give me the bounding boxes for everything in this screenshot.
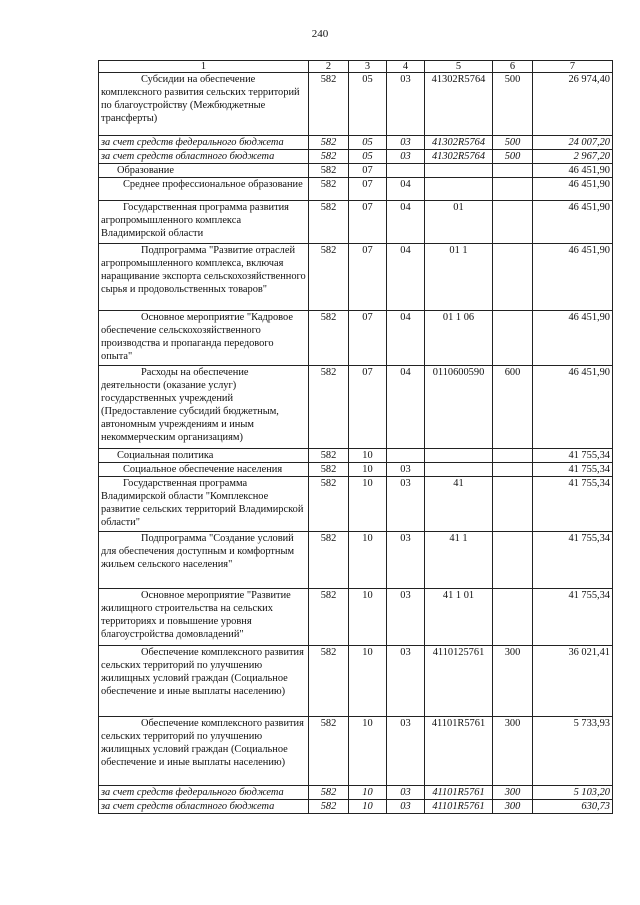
row-subsection-cell: 04 xyxy=(387,201,425,244)
row-amount-cell: 41 755,34 xyxy=(533,477,613,532)
row-target-code-cell: 41302R5764 xyxy=(425,136,493,150)
header-cell: 2 xyxy=(309,61,349,73)
row-amount-cell: 46 451,90 xyxy=(533,178,613,201)
row-subsection-cell: 04 xyxy=(387,311,425,366)
row-name-cell: Основное мероприятие "Развитие жилищного строительства на сельских территориях и повышение уровня благоустройства домовладений" xyxy=(99,589,309,646)
header-cell: 1 xyxy=(99,61,309,73)
row-expense-type-cell: 500 xyxy=(493,150,533,164)
row-name-cell: Государственная программа Владимирской области "Комплексное развитие сельских территорий Владимирской области" xyxy=(99,477,309,532)
table-row xyxy=(99,589,613,646)
table-row xyxy=(99,150,613,164)
row-expense-type-cell xyxy=(493,449,533,463)
row-section-cell: 05 xyxy=(349,136,387,150)
row-subsection-cell: 03 xyxy=(387,717,425,786)
row-name-cell: Субсидии на обеспечение комплексного развития сельских территорий по благоустройству (Межбюджетные трансферты) xyxy=(99,73,309,136)
row-section-cell: 10 xyxy=(349,589,387,646)
table-row xyxy=(99,477,613,532)
row-amount-cell: 5 733,93 xyxy=(533,717,613,786)
row-section-cell: 07 xyxy=(349,178,387,201)
row-name-cell: Государственная программа развития агропромышленного комплекса Владимирской области xyxy=(99,201,309,244)
row-target-code-cell: 4110125761 xyxy=(425,646,493,717)
row-expense-type-cell xyxy=(493,164,533,178)
row-admin-code-cell: 582 xyxy=(309,73,349,136)
row-amount-cell: 46 451,90 xyxy=(533,244,613,311)
row-target-code-cell xyxy=(425,463,493,477)
row-expense-type-cell: 300 xyxy=(493,717,533,786)
table-row xyxy=(99,646,613,717)
header-cell: 5 xyxy=(425,61,493,73)
row-subsection-cell: 03 xyxy=(387,73,425,136)
row-section-cell: 07 xyxy=(349,201,387,244)
row-target-code-cell: 41 xyxy=(425,477,493,532)
row-target-code-cell: 41101R5761 xyxy=(425,786,493,800)
row-name-cell: за счет средств федерального бюджета xyxy=(99,136,309,150)
table-row xyxy=(99,463,613,477)
row-amount-cell: 41 755,34 xyxy=(533,449,613,463)
row-target-code-cell: 01 1 06 xyxy=(425,311,493,366)
row-name-cell: Среднее профессиональное образование xyxy=(99,178,309,201)
row-subsection-cell: 03 xyxy=(387,477,425,532)
row-admin-code-cell: 582 xyxy=(309,532,349,589)
row-name-cell: Подпрограмма "Развитие отраслей агропромышленного комплекса, включая наращивание экспорта сельскохозяйственного сырья и продовольственных товаров" xyxy=(99,244,309,311)
row-section-cell: 10 xyxy=(349,532,387,589)
row-admin-code-cell: 582 xyxy=(309,800,349,814)
row-name-cell: Социальная политика xyxy=(99,449,309,463)
row-expense-type-cell: 300 xyxy=(493,786,533,800)
header-cell: 6 xyxy=(493,61,533,73)
row-expense-type-cell xyxy=(493,244,533,311)
row-subsection-cell: 03 xyxy=(387,532,425,589)
row-admin-code-cell: 582 xyxy=(309,366,349,449)
row-admin-code-cell: 582 xyxy=(309,150,349,164)
row-admin-code-cell: 582 xyxy=(309,244,349,311)
row-section-cell: 10 xyxy=(349,800,387,814)
row-section-cell: 05 xyxy=(349,150,387,164)
row-admin-code-cell: 582 xyxy=(309,646,349,717)
row-target-code-cell: 01 xyxy=(425,201,493,244)
page-number: 240 xyxy=(311,28,329,40)
row-section-cell: 05 xyxy=(349,73,387,136)
row-amount-cell: 46 451,90 xyxy=(533,164,613,178)
table-row xyxy=(99,73,613,136)
row-amount-cell: 24 007,20 xyxy=(533,136,613,150)
table-row xyxy=(99,366,613,449)
row-expense-type-cell: 600 xyxy=(493,366,533,449)
row-amount-cell: 5 103,20 xyxy=(533,786,613,800)
row-target-code-cell xyxy=(425,449,493,463)
row-name-cell: за счет средств федерального бюджета xyxy=(99,786,309,800)
table-row xyxy=(99,717,613,786)
row-subsection-cell: 03 xyxy=(387,150,425,164)
row-amount-cell: 26 974,40 xyxy=(533,73,613,136)
row-section-cell: 07 xyxy=(349,164,387,178)
row-admin-code-cell: 582 xyxy=(309,164,349,178)
row-amount-cell: 46 451,90 xyxy=(533,366,613,449)
row-expense-type-cell: 300 xyxy=(493,646,533,717)
row-section-cell: 10 xyxy=(349,786,387,800)
header-cell: 7 xyxy=(533,61,613,73)
row-admin-code-cell: 582 xyxy=(309,178,349,201)
row-target-code-cell xyxy=(425,178,493,201)
row-name-cell: Расходы на обеспечение деятельности (оказание услуг) государственных учреждений (Предоставление субсидий бюджетным, автономным учреждениям и иным некоммерческим организациям) xyxy=(99,366,309,449)
row-subsection-cell: 03 xyxy=(387,646,425,717)
row-expense-type-cell xyxy=(493,477,533,532)
row-target-code-cell: 41 1 01 xyxy=(425,589,493,646)
row-subsection-cell: 03 xyxy=(387,786,425,800)
row-amount-cell: 46 451,90 xyxy=(533,201,613,244)
table-header-row xyxy=(99,61,613,73)
row-name-cell: Основное мероприятие "Кадровое обеспечение сельскохозяйственного производства и пропаганда передового опыта" xyxy=(99,311,309,366)
row-admin-code-cell: 582 xyxy=(309,136,349,150)
row-section-cell: 10 xyxy=(349,463,387,477)
row-name-cell: за счет средств областного бюджета xyxy=(99,150,309,164)
table-row xyxy=(99,311,613,366)
row-subsection-cell: 04 xyxy=(387,178,425,201)
row-subsection-cell: 04 xyxy=(387,366,425,449)
row-subsection-cell xyxy=(387,164,425,178)
row-subsection-cell: 03 xyxy=(387,800,425,814)
row-subsection-cell: 03 xyxy=(387,136,425,150)
row-admin-code-cell: 582 xyxy=(309,449,349,463)
row-name-cell: Подпрограмма "Создание условий для обеспечения доступным и комфортным жильем сельского населения" xyxy=(99,532,309,589)
row-expense-type-cell: 500 xyxy=(493,136,533,150)
row-amount-cell: 2 967,20 xyxy=(533,150,613,164)
table-row xyxy=(99,532,613,589)
row-expense-type-cell: 300 xyxy=(493,800,533,814)
table-row xyxy=(99,800,613,814)
row-name-cell: Обеспечение комплексного развития сельских территорий по улучшению жилищных условий граждан (Социальное обеспечение и иные выплаты населению) xyxy=(99,646,309,717)
row-target-code-cell: 41302R5764 xyxy=(425,150,493,164)
row-target-code-cell: 41 1 xyxy=(425,532,493,589)
row-section-cell: 07 xyxy=(349,311,387,366)
row-name-cell: Социальное обеспечение населения xyxy=(99,463,309,477)
row-admin-code-cell: 582 xyxy=(309,589,349,646)
table-row xyxy=(99,164,613,178)
row-admin-code-cell: 582 xyxy=(309,311,349,366)
table-row xyxy=(99,201,613,244)
row-admin-code-cell: 582 xyxy=(309,463,349,477)
row-target-code-cell: 41302R5764 xyxy=(425,73,493,136)
row-expense-type-cell xyxy=(493,311,533,366)
row-expense-type-cell: 500 xyxy=(493,73,533,136)
row-section-cell: 10 xyxy=(349,449,387,463)
row-amount-cell: 630,73 xyxy=(533,800,613,814)
row-amount-cell: 41 755,34 xyxy=(533,532,613,589)
row-target-code-cell: 41101R5761 xyxy=(425,717,493,786)
table-row xyxy=(99,178,613,201)
row-subsection-cell xyxy=(387,449,425,463)
table-row xyxy=(99,449,613,463)
row-name-cell: за счет средств областного бюджета xyxy=(99,800,309,814)
row-target-code-cell: 41101R5761 xyxy=(425,800,493,814)
row-amount-cell: 46 451,90 xyxy=(533,311,613,366)
row-admin-code-cell: 582 xyxy=(309,786,349,800)
row-section-cell: 10 xyxy=(349,717,387,786)
table-row xyxy=(99,136,613,150)
row-expense-type-cell xyxy=(493,178,533,201)
row-expense-type-cell xyxy=(493,532,533,589)
row-admin-code-cell: 582 xyxy=(309,477,349,532)
row-amount-cell: 41 755,34 xyxy=(533,463,613,477)
budget-table xyxy=(98,60,613,814)
table-row xyxy=(99,244,613,311)
row-section-cell: 10 xyxy=(349,646,387,717)
row-name-cell: Образование xyxy=(99,164,309,178)
row-subsection-cell: 03 xyxy=(387,463,425,477)
row-amount-cell: 41 755,34 xyxy=(533,589,613,646)
row-section-cell: 07 xyxy=(349,244,387,311)
row-subsection-cell: 04 xyxy=(387,244,425,311)
row-target-code-cell: 01 1 xyxy=(425,244,493,311)
header-cell: 4 xyxy=(387,61,425,73)
row-amount-cell: 36 021,41 xyxy=(533,646,613,717)
table-row xyxy=(99,786,613,800)
row-expense-type-cell xyxy=(493,201,533,244)
row-section-cell: 07 xyxy=(349,366,387,449)
row-target-code-cell xyxy=(425,164,493,178)
row-expense-type-cell xyxy=(493,463,533,477)
row-section-cell: 10 xyxy=(349,477,387,532)
row-admin-code-cell: 582 xyxy=(309,201,349,244)
row-name-cell: Обеспечение комплексного развития сельских территорий по улучшению жилищных условий граждан (Социальное обеспечение и иные выплаты населению) xyxy=(99,717,309,786)
header-cell: 3 xyxy=(349,61,387,73)
row-subsection-cell: 03 xyxy=(387,589,425,646)
row-expense-type-cell xyxy=(493,589,533,646)
row-target-code-cell: 0110600590 xyxy=(425,366,493,449)
row-admin-code-cell: 582 xyxy=(309,717,349,786)
